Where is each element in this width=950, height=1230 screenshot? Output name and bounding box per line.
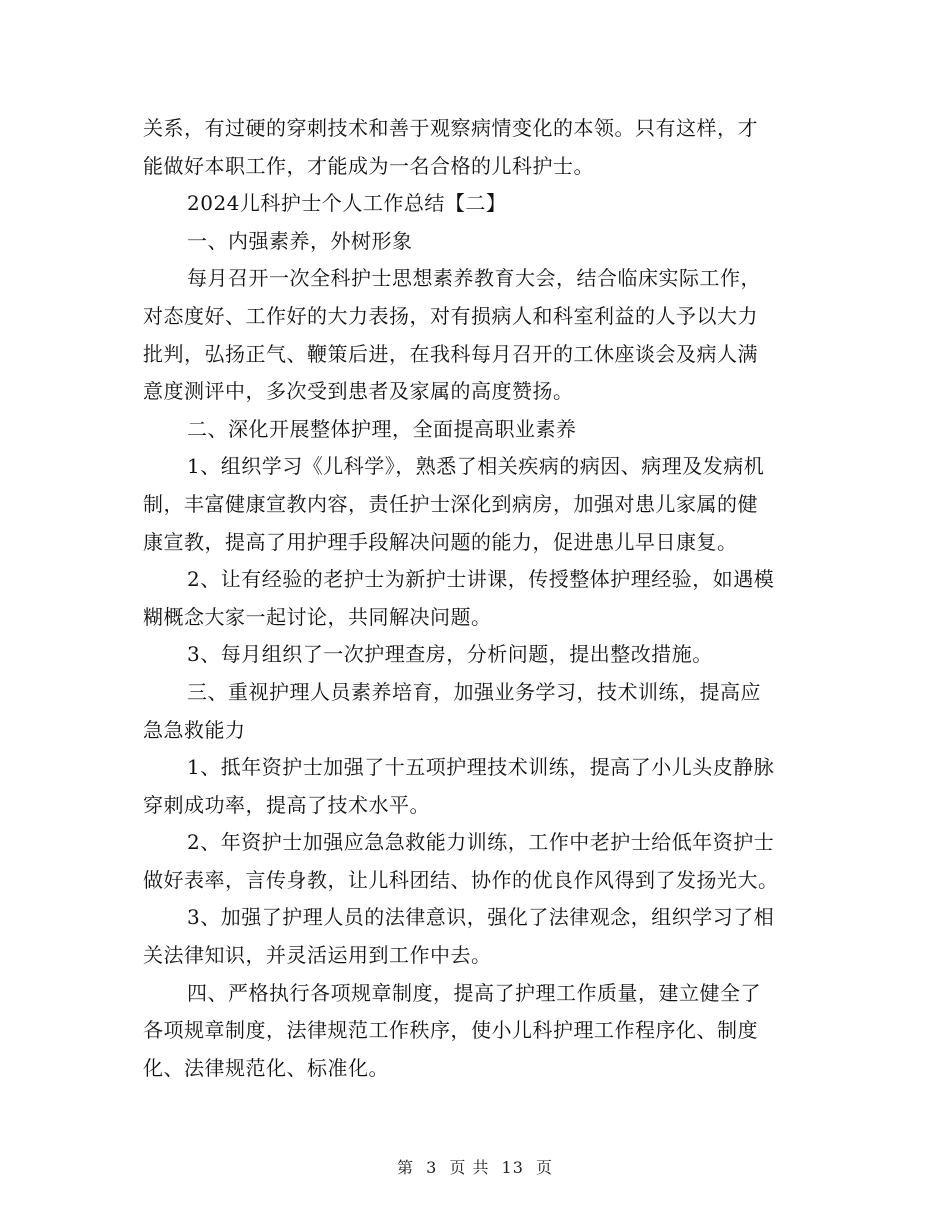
text-line: 二、深化开展整体护理，全面提高职业素养 [187, 416, 577, 441]
text-line: 康宣教，提高了用护理手段解决问题的能力，促进患儿早日康复。 [143, 529, 738, 554]
text-line: 每月召开一次全科护士思想素养教育大会，结合临床实际工作， [187, 266, 761, 291]
footer-suffix: 页 [536, 1158, 554, 1177]
text-line: 制，丰富健康宣教内容，责任护士深化到病房，加强对患儿家属的健 [143, 491, 758, 516]
text-line: 化、法律规范化、标准化。 [143, 1055, 389, 1080]
text-line: 急急救能力 [143, 717, 246, 742]
text-line: 3、每月组织了一次护理查房，分析问题，提出整改措施。 [187, 642, 713, 667]
text-line: 关法律知识，并灵活运用到工作中去。 [143, 943, 492, 968]
text-line: 批判，弘扬正气、鞭策后进，在我科每月召开的工休座谈会及病人满 [143, 341, 758, 366]
page-footer [0, 1155, 950, 1178]
total-pages-number: 13 [501, 1158, 524, 1177]
current-page-number: 3 [426, 1158, 438, 1177]
text-line: 一、内强素养，外树形象 [187, 228, 413, 253]
text-line: 1、组织学习《儿科学》，熟悉了相关疾病的病因、病理及发病机 [187, 454, 765, 479]
text-line: 糊概念大家一起讨论，共同解决问题。 [143, 604, 492, 629]
text-line: 各项规章制度，法律规范工作秩序，使小儿科护理工作程序化、制度 [143, 1018, 758, 1043]
text-line: 四、严格执行各项规章制度，提高了护理工作质量，建立健全了 [187, 980, 761, 1005]
text-line: 意度测评中，多次受到患者及家属的高度赞扬。 [143, 379, 574, 404]
footer-prefix: 第 [396, 1158, 414, 1177]
text-line: 2、年资护士加强应急急救能力训练，工作中老护士给低年资护士 [187, 830, 775, 855]
text-line: 穿刺成功率，提高了技术水平。 [143, 792, 430, 817]
text-line: 3、加强了护理人员的法律意识，强化了法律观念，组织学习了相 [187, 905, 775, 930]
footer-middle: 页 共 [449, 1158, 490, 1177]
text-line: 2、让有经验的老护士为新护士讲课，传授整体护理经验，如遇模 [187, 567, 775, 592]
text-line: 对态度好、工作好的大力表扬，对有损病人和科室利益的人予以大力 [143, 303, 758, 328]
text-line: 关系，有过硬的穿刺技术和善于观察病情变化的本领。只有这样，才 [143, 116, 758, 140]
text-line: 1、抵年资护士加强了十五项护理技术训练，提高了小儿头皮静脉 [187, 755, 775, 780]
text-line: 做好表率，言传身教，让儿科团结、协作的优良作风得到了发扬光大。 [143, 867, 779, 892]
document-body [143, 110, 808, 1087]
text-line: 2024儿科护士个人工作总结【二】 [187, 191, 507, 216]
text-line: 三、重视护理人员素养培育，加强业务学习，技术训练，提高应 [187, 679, 761, 704]
text-line: 能做好本职工作，才能成为一名合格的儿科护士。 [143, 153, 594, 178]
